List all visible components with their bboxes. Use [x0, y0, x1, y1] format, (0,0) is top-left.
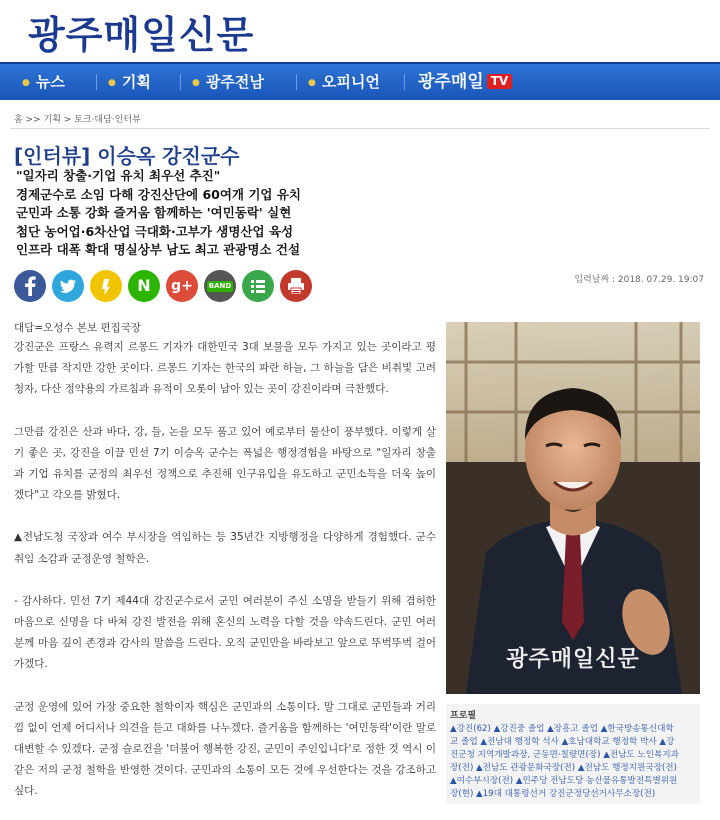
nav-bullet-icon: ● [308, 77, 316, 88]
band-label: BAND [208, 281, 232, 290]
profile-line: ▲강진(62) ▲강진중 졸업 ▲장흥고 졸업 ▲한국방송통신대학 [450, 724, 674, 734]
nav-item-label: 뉴스 [35, 73, 65, 91]
nav-item-tv[interactable] [418, 64, 512, 100]
tv-badge: TV [487, 74, 512, 89]
article-subtitle: 군민과 소통 강화 즐거움 함께하는 '여민동락' 실현 [16, 205, 292, 220]
tv-label: 광주매일 [418, 72, 484, 92]
profile-line: 진군청 지역개발과장, 군동면·칠량면(장) ▲전남도 노인복지과 [450, 749, 679, 760]
interview-photo-graphic [446, 322, 700, 694]
profile-line: ▲여수부시장(전) ▲민주당 전남도당 농산물유통발전특별위원 [450, 775, 678, 786]
profile-line: 장(전) ▲전남도 관광문화국장(전) ▲전남도 행정지원국장(전) [450, 762, 677, 773]
list-icon[interactable] [242, 270, 274, 302]
breadcrumb[interactable]: 홈 >> 기획 > 토크·대담·인터뷰 [14, 115, 141, 125]
article-author: 대담=오성수 본보 편집국장 [14, 322, 142, 334]
nav-divider [404, 74, 405, 90]
article-paragraph: - 감사하다. 민선 7기 제44대 강진군수로서 군민 여러분이 주신 소명을 받들기 위해 겸허한 마음으로 신명을 다 바쳐 강진 발전을 위해 혼신의 노력을 다할 것을 약속드린다. 군민 여러분께 마음 깊이 존경과 감사의 말씀을 드린다. 오직 군민만을 바라보고 앞으로 뚜벅뚜벅 걸어가겠다. [14, 594, 436, 671]
nav-item-label: 기획 [121, 73, 151, 91]
nav-divider [96, 74, 97, 90]
article-subtitle: 첨단 농어업·6차산업 극대화·고부가 생명산업 육성 [16, 223, 294, 239]
masthead [0, 0, 720, 58]
article-body [14, 337, 436, 820]
profile-title: 프로필 [450, 711, 477, 721]
nav-item-opinion[interactable] [308, 64, 380, 100]
nav-item-feature[interactable] [108, 64, 151, 100]
article-subtitle: 인프라 대폭 확대 명실상부 남도 최고 관광명소 건설 [16, 242, 301, 257]
profile-line: 장(현) ▲19대 대통령선거 강진군정당선거사무소장(전) [450, 788, 656, 799]
nav-divider [180, 74, 181, 90]
divider [10, 128, 710, 129]
nav-bullet-icon: ● [22, 77, 30, 88]
nav-item-gwangju-jeonnam[interactable] [192, 64, 264, 100]
publish-date: 입력날짜 : 2018. 07.29. 19:07 [574, 275, 704, 285]
main-nav [0, 62, 720, 100]
profile-box [446, 704, 700, 804]
band-icon[interactable] [204, 270, 236, 302]
photo-watermark: 광주매일신문 [506, 647, 640, 672]
googleplus-icon[interactable]: g+ [166, 270, 198, 302]
article-subtitle: "일자리 창출·기업 유치 최우선 추진" [16, 168, 221, 183]
article-paragraph: ▲전남도청 국장과 여수 부시장을 역임하는 등 35년간 지방행정을 다양하게 경험했다. 군수 취임 소감과 군정운영 철학은. [14, 531, 436, 565]
profile-line: 교 졸업 ▲전남대 행정학 석사 ▲호남대학교 행정학 박사 ▲강 [450, 736, 675, 747]
kakaostory-icon[interactable] [90, 270, 122, 302]
nav-bullet-icon: ● [192, 77, 200, 88]
naver-icon[interactable]: N [128, 270, 160, 302]
article-paragraph: 그만큼 강진은 산과 바다, 강, 들, 논을 모두 품고 있어 예로부터 물산이 풍부했다. 이렇게 살기 좋은 곳, 강진을 이끌 민선 7기 이승옥 군수는 폭넓은 행정경험을 바탕으로 "일자리 창출과 기업 유치를 군정의 최우선 정책으로 추진해 인구유입을 유도하고 군민소득을 더욱 높이겠다"고 각오를 밝혔다. [14, 425, 436, 502]
nav-bullet-icon: ● [108, 77, 116, 88]
article-subtitles [16, 167, 576, 260]
article-paragraph: 군정 운영에 있어 가장 중요한 철학이자 핵심은 군민과의 소통이다. 말 그대로 군민들과 거리낌 없이 언제 어디서나 의견을 듣고 대화를 나누겠다. 즐거움을 함께하는 '여민동락'이란 말로 대변할 수 있겠다. 군정 슬로건을 '더불어 행복한 강진, 군민이 주인입니다'로 정한 것 역시 이 같은 저의 군정 철학을 반영한 것이다. 군민과의 소통이 모든 것에 우선한다는 것을 강조하고 싶다. [14, 700, 436, 798]
twitter-icon[interactable] [52, 270, 84, 302]
nav-divider [296, 74, 297, 90]
article-title: [인터뷰] 이승옥 강진군수 [14, 144, 240, 168]
article-subtitle: 경제군수로 소임 다해 강진산단에 60여개 기업 유치 [16, 186, 302, 202]
interview-photo[interactable] [446, 322, 700, 694]
article-paragraph: 강진군은 프랑스 유력지 르몽드 기자가 대한민국 3대 보물을 모두 가지고 있는 곳이라고 평가할 만큼 작지만 강한 곳이다. 르몽드 기자는 한국의 파란 하늘, 그 하늘을 담은 비취빛 고려청자, 다산 정약용의 가르침과 유적이 오롯이 남아 있는 곳이 강진이라며 극찬했다. [14, 341, 436, 396]
nav-item-label: 광주전남 [205, 73, 264, 91]
nav-item-label: 오피니언 [321, 73, 380, 91]
nav-item-news[interactable] [22, 64, 65, 100]
facebook-icon[interactable] [14, 270, 46, 302]
site-logo[interactable]: 광주매일신문 [28, 13, 255, 57]
print-icon[interactable] [280, 270, 312, 302]
